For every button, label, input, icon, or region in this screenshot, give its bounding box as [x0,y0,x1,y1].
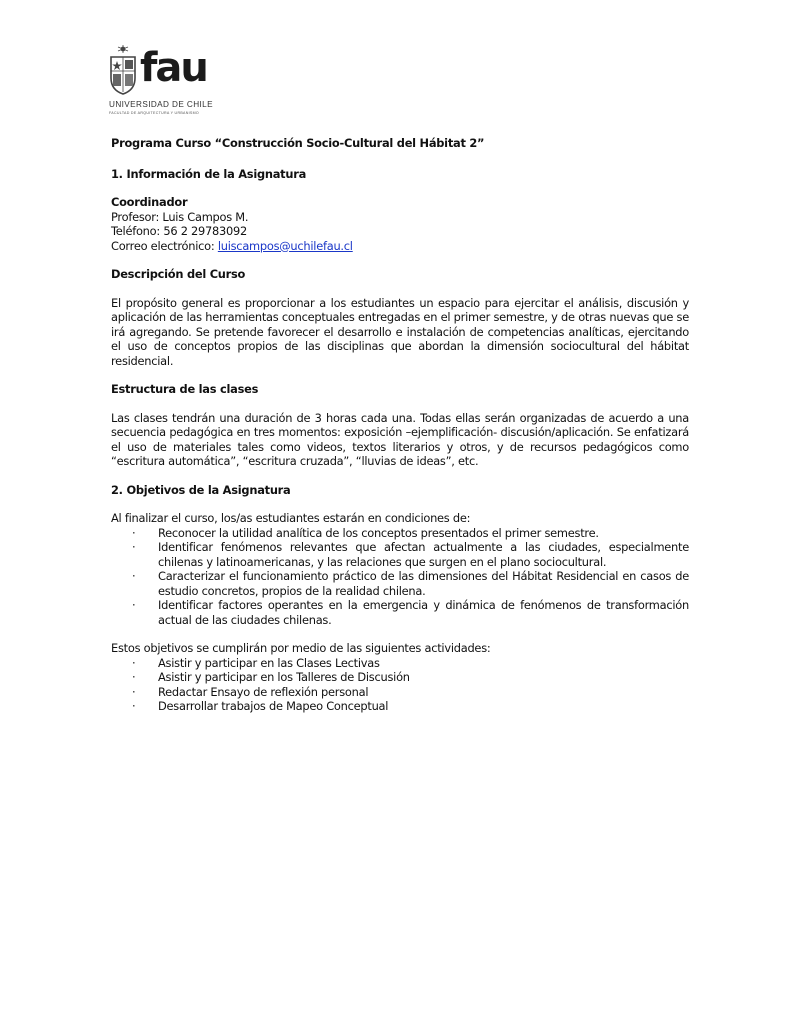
bullet-icon: · [132,540,136,554]
bullet-icon: · [132,655,136,670]
logo-faculty: FACULTAD DE ARQUITECTURA Y URBANISMO [109,111,200,115]
structure-text: Las clases tendrán una duración de 3 horas cada una. Todas ellas serán organizadas de acuerdo a una secuencia pedagógica en tres momentos: exposición –ejemplificación- discusión/aplicación. Se enfatizará el uso de materiales tales como videos, textos literarios y otros, y de recursos pedagógicos como “escritura automática”, “escritura cruzada”, “lluvias de ideas”, etc. [111,410,689,468]
university-crest-icon [109,44,137,96]
bullet-icon: · [132,670,136,684]
description-text: El propósito general es proporcionar a los estudiantes un espacio para ejercitar el análisis, discusión y aplicación de las herramientas conceptuales entregadas en el primer semestre, y de otras nuevas que se irá agregando. Se pretende favorecer el desarrollo e instalación de competencias analíticas, ejercitando el uso de conceptos propios de las disciplinas que abordan la dimensión sociocultural del hábitat residencial. [111,295,689,368]
section1-heading: 1. Información de la Asignatura [111,166,307,181]
phone-line: Teléfono: 56 2 29783092 [111,224,248,238]
coordinator-heading: Coordinador [111,195,188,209]
list-item: · Identificar fenómenos relevantes que afectan actualmente a las ciudades, especialmente chilenas y latinoamericanas, y las relaciones que surgen en el plano sociocultural. [132,540,689,569]
email-line [111,239,689,254]
fau-logo [109,44,219,120]
structure-heading: Estructura de las clases [111,382,259,396]
description-heading: Descripción del Curso [111,267,246,281]
list-item: · Asistir y participar en las Clases Lectivas [132,655,380,670]
bullet-icon: · [132,569,136,583]
section2-heading: 2. Objetivos de la Asignatura [111,482,291,497]
activities-list [111,656,689,714]
bullet-icon: · [132,684,136,699]
list-item: · Asistir y participar en los Talleres de Discusión [132,670,410,684]
document-body [111,136,689,714]
document-title: Programa Curso “Construcción Socio-Cultural del Hábitat 2” [111,136,485,150]
email-link[interactable]: luiscampos@uchilefau.cl [217,238,353,253]
logo-brand: fau [140,45,207,91]
bullet-icon: · [132,699,136,713]
email-label: Correo electrónico: [111,238,218,253]
objectives-intro: Al finalizar el curso, los/as estudiantes estarán en condiciones de: [111,511,471,525]
list-item: · Identificar factores operantes en la emergencia y dinámica de fenómenos de transformación actual de las ciudades chilenas. [132,598,689,627]
bullet-icon: · [132,525,136,540]
list-item: · Redactar Ensayo de reflexión personal [132,684,369,699]
activities-intro: Estos objetivos se cumplirán por medio de las siguientes actividades: [111,641,491,655]
logo-university: UNIVERSIDAD DE CHILE [109,100,213,109]
bullet-icon: · [132,598,136,612]
list-item: · Caracterizar el funcionamiento práctico de las dimensiones del Hábitat Residencial en casos de estudio concretos, propios de la realidad chilena. [132,569,689,598]
list-item: · Desarrollar trabajos de Mapeo Conceptual [132,699,389,713]
objectives-list [111,526,689,628]
list-item: · Reconocer la utilidad analítica de los conceptos presentados el primer semestre. [132,525,599,540]
professor-line: Profesor: Luis Campos M. [111,209,249,224]
